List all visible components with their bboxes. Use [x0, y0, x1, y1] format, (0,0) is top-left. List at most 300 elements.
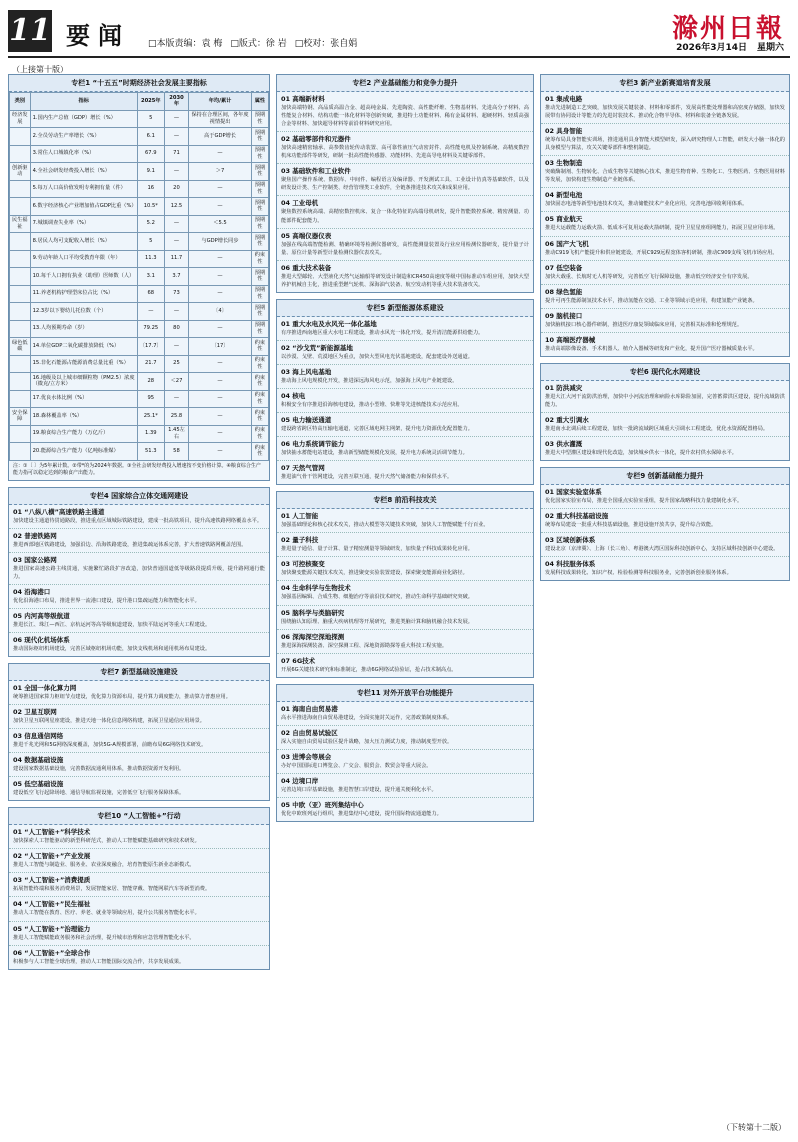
table-cell: 预期性 — [251, 198, 268, 216]
table-row — [10, 163, 269, 181]
table-cell: 51.3 — [137, 443, 164, 461]
box-item — [277, 702, 533, 726]
item-text: 高水平推进海南自由贸易港建设，全面实施封关运作，完善政策制度体系。 — [281, 714, 453, 721]
item-heading: 05 低空基础设施 — [13, 780, 64, 789]
table-row — [10, 233, 269, 251]
table-cell: 预期性 — [251, 163, 268, 181]
table-cell: 〔17〕 — [189, 338, 252, 356]
box-item — [9, 729, 269, 753]
box-item — [277, 164, 533, 196]
item-text: 加快固态电池等新型电池技术攻关，推动储能技术产业化应用，完善电池回收利用体系。 — [545, 201, 748, 208]
table-cell: 68 — [137, 285, 164, 303]
table-header-cell: 属性 — [251, 93, 268, 111]
item-text: 以沙漠、戈壁、荒漠地区为重点，加快大型风电光伏基地建设，配套建设外送通道。 — [281, 353, 473, 360]
item-text: 推进大中型灌区建设和现代化改造，加快城乡供水一体化，提升农村供水保障水平。 — [545, 450, 737, 456]
table-cell: 预期性 — [251, 320, 268, 338]
item-text: 优化国家实验室布局，推进全国重点实验室重组，提升国家战略科技力量建制化水平。 — [545, 498, 743, 505]
table-cell: 5 — [137, 233, 164, 251]
box-frontier-tech — [276, 491, 534, 677]
item-heading: 01 集成电路 — [545, 95, 583, 103]
box-item — [9, 705, 269, 729]
table-cell — [10, 268, 31, 286]
table-cell — [10, 128, 31, 146]
item-heading: 09 脑机接口 — [545, 311, 583, 320]
box-item — [9, 529, 269, 553]
table-cell: — — [189, 180, 252, 198]
item-heading: 01 重大水电及水风光一体化基地 — [281, 319, 377, 328]
table-cell — [10, 443, 31, 461]
item-heading: 01 “八纵八横”高速铁路主通道 — [13, 507, 105, 516]
box-item — [541, 437, 789, 460]
box-infrastructure — [8, 663, 270, 801]
table-cell: 预期性 — [251, 285, 268, 303]
table-cell: 与GDP增长同步 — [189, 233, 252, 251]
table-row — [10, 285, 269, 303]
item-text: 推进大江大河干流防洪治理，加快中小河流治理和病险水库除险加固，完善蓄滞洪区建设，提升流域防洪能力。 — [545, 393, 785, 408]
table-cell: 民生福祉 — [10, 215, 31, 233]
item-heading: 06 重大技术装备 — [281, 263, 332, 272]
table-cell: 〔17.7〕 — [137, 338, 164, 356]
item-heading: 03 信息通信网络 — [13, 732, 64, 741]
box-item — [277, 196, 533, 228]
box-item — [541, 533, 789, 557]
table-cell: 10.5* — [137, 198, 164, 216]
table-cell: 16 — [137, 180, 164, 198]
table-cell — [10, 180, 31, 198]
table-cell: 3.1 — [137, 268, 164, 286]
table-cell: 1.45左右 — [164, 425, 188, 443]
box-item — [541, 212, 789, 236]
box-title: 专栏7 新型基础设施建设 — [9, 664, 269, 681]
item-text: 推进千兆光网和5G网络深度覆盖，加快5G-A规模部署，前瞻布局6G网络技术研发。 — [13, 742, 207, 749]
box-item — [9, 922, 269, 946]
table-cell: 预期性 — [251, 233, 268, 251]
item-heading: 04 科技服务体系 — [545, 560, 596, 569]
item-text: 加快抽水蓄能电站建设，推动新型储能规模化发展，提升电力系统灵活调节能力。 — [281, 450, 468, 457]
table-cell: 2.全员劳动生产率增长（%） — [30, 128, 137, 146]
table-cell: ＜5.5 — [189, 215, 252, 233]
table-cell: — — [189, 390, 252, 408]
table-cell: 15.非化石能源占能源消费总量比重（%） — [30, 355, 137, 373]
proofread-credit: □校对：张自娟 — [294, 39, 358, 49]
box-item — [541, 156, 789, 188]
box-item — [277, 317, 533, 341]
item-text: 推动先进制造工艺突破，加快发展关键装备、材料和零部件，发展高性能处理器和高密度存储器，加快发展带有协同设计等能力的先进封装技术、推动化合物半导体、材料和装备全链条发展。 — [545, 105, 785, 120]
box-item — [541, 413, 789, 437]
item-text: 开展6G关键技术研究和标准制定，推动6G网络试验验证，抢占技术制高点。 — [281, 666, 457, 673]
item-heading: 04 “人工智能+”民生福祉 — [13, 900, 91, 909]
staff-credits — [148, 36, 357, 49]
item-text: 办好中国国际进口博览会、广交会、服贸会、数贸会等重大展会。 — [281, 762, 432, 769]
table-header-cell: 年均/累计 — [189, 93, 252, 111]
item-heading: 03 生物制造 — [545, 159, 583, 168]
box-title: 专栏9 创新基础能力提升 — [541, 468, 789, 485]
table-row — [10, 443, 269, 461]
item-heading: 02 具身智能 — [545, 127, 583, 136]
item-heading: 08 绿色氢能 — [545, 287, 583, 296]
table-cell: 7.城镇调查失业率（%） — [30, 215, 137, 233]
item-heading: 05 脑科学与类脑研究 — [281, 608, 345, 617]
table-cell: — — [137, 303, 164, 321]
table-cell — [10, 145, 31, 163]
table-header-cell: 指标 — [30, 93, 137, 111]
box-item — [277, 365, 533, 389]
table-row — [10, 338, 269, 356]
box-energy — [276, 299, 534, 485]
box-item — [277, 798, 533, 821]
item-heading: 04 工业母机 — [281, 199, 319, 208]
item-heading: 02 卫星互联网 — [13, 708, 57, 716]
indicator-table — [9, 92, 269, 461]
table-cell: 9.劳动年龄人口平均受教育年限（年） — [30, 250, 137, 268]
table-row — [10, 408, 269, 426]
item-text: 加强在线高端智能检测、精确环境等检测仪器研发，高性能测量装置及行业应用检测仪器研发，提升量子计量、原位计量等新型计量检测仪器仪表攻关。 — [281, 241, 529, 256]
item-text: 优化沿海港口布局，推进世界一流港口建设，提升港口集疏运能力和智能化水平。 — [13, 597, 200, 604]
box-item — [541, 237, 789, 261]
table-cell: — — [189, 443, 252, 461]
newspaper-logo: 滁州日報 — [671, 14, 784, 44]
table-cell — [10, 355, 31, 373]
item-heading: 03 国家公路网 — [13, 555, 57, 564]
item-text: 围绕脑认知原理、脑重大疾病机理等开展研究，推进类脑计算和脑机融合技术发展。 — [281, 618, 473, 625]
table-cell: — — [189, 250, 252, 268]
item-heading: 05 中欧（亚）班列集结中心 — [281, 800, 364, 809]
editor-credit: □本版责编：袁 梅 — [148, 39, 223, 49]
item-heading: 04 边境口岸 — [281, 776, 319, 785]
indicator-table-box — [8, 74, 270, 481]
table-cell — [10, 285, 31, 303]
box-item — [9, 505, 269, 529]
item-text: 聚焦国产操作系统、数据库、中间件、编程语言及编译器、开发测试工具、工业设计仿真等基础软件，以及研发设计类、生产控制类、经营管理类工业软件，全链条推进技术攻关和成果应用。 — [281, 177, 529, 192]
table-cell: — — [164, 303, 188, 321]
table-header-cell: 类别 — [10, 93, 31, 111]
box-item — [277, 509, 533, 533]
table-cell: 约束性 — [251, 250, 268, 268]
item-text: 建设北京（京津冀）、上海（长三角）、粤港澳大湾区国际科技创新中心，支持区域科技创新中心建设。 — [545, 546, 779, 553]
box-item — [541, 557, 789, 580]
item-heading: 01 “人工智能+”科学技术 — [13, 828, 91, 837]
box-transport — [8, 487, 270, 657]
continued-from-note: （上接第十版） — [12, 65, 68, 74]
table-cell: 67.9 — [137, 145, 164, 163]
item-text: 推进国家高速公路主线贯通，实施繁忙路段扩容改造，加快普通国道低等级路段提质升级，提升路网通行能力。 — [13, 565, 265, 580]
table-cell: — — [164, 338, 188, 356]
item-heading: 07 低空装备 — [545, 263, 583, 272]
table-cell: 16.地级及以上城市细颗粒物（PM2.5）浓度（微克/立方米） — [30, 373, 137, 391]
item-text: 推动人工智能在教育、医疗、养老、就业等领域应用，提升公共服务智能化水平。 — [13, 910, 200, 917]
item-heading: 02 重大引调水 — [545, 415, 589, 424]
table-cell: 80 — [164, 320, 188, 338]
item-heading: 06 现代化机场体系 — [13, 635, 70, 644]
table-cell: 12.5 — [164, 198, 188, 216]
table-cell: 3.常住人口城镇化率（%） — [30, 145, 137, 163]
table-cell: ＜27 — [164, 373, 188, 391]
item-text: 加快探索人工智能驱动的新型科研范式，推动人工智能赋能基础研究和技术研发。 — [13, 838, 200, 845]
box-item — [541, 261, 789, 285]
box-title: 专栏6 现代化水网建设 — [541, 364, 789, 381]
table-cell: — — [189, 425, 252, 443]
table-cell: 预期性 — [251, 215, 268, 233]
item-text: 推动高端影像设备、手术机器人、植介入器械等研发和产业化，提升国产医疗器械质量水平。 — [545, 345, 758, 352]
table-cell: — — [189, 285, 252, 303]
item-text: 加快建设主通道待贯通路段，推进重点区域城际铁路建设，建成一批高铁项目，提升高速铁路网络覆盖水平。 — [13, 517, 263, 524]
box-item — [541, 509, 789, 533]
table-row — [10, 145, 269, 163]
table-row — [10, 250, 269, 268]
box-title: 专栏10 “人工智能+”行动 — [9, 808, 269, 825]
table-cell: — — [189, 198, 252, 216]
table-cell: 创新驱动 — [10, 163, 31, 181]
table-cell: 58 — [164, 443, 188, 461]
box-item — [9, 946, 269, 969]
table-cell: — — [164, 163, 188, 181]
item-text: 优化中欧班列运行组织，推进集结中心建设，提升国际物流通道能力。 — [281, 810, 442, 817]
table-cell: — — [189, 320, 252, 338]
item-heading: 02 自由贸易试验区 — [281, 728, 338, 737]
table-cell: — — [189, 373, 252, 391]
item-heading: 03 基础软件和工业软件 — [281, 167, 351, 176]
issue-date: 2026年3月14日 — [676, 43, 747, 53]
item-text: 拓展智能终端和服务消费场景，发展智能家居、智能穿戴、智能网联汽车等新型消费。 — [13, 886, 211, 893]
item-text: 聚焦数控系统高端、高精密数控机床、复合一体化特征的高端母机研发，提升智能数控系统、精密测量、功能部件配套能力。 — [281, 209, 529, 224]
table-row — [10, 303, 269, 321]
table-cell: 28 — [137, 373, 164, 391]
table-cell: 5.每万人口高价值发明专利拥有量（件） — [30, 180, 137, 198]
table-cell: 25 — [164, 355, 188, 373]
table-cell: — — [164, 390, 188, 408]
table-cell: 约束性 — [251, 373, 268, 391]
table-cell: 95 — [137, 390, 164, 408]
table-cell: 预期性 — [251, 268, 268, 286]
table-cell: 1.39 — [137, 425, 164, 443]
item-text: 推进长江、珠江—西江、京杭运河等高等级航道建设，加快平陆运河等重大工程建设。 — [13, 621, 211, 628]
table-title: 专栏1 “十五五”时期经济社会发展主要指标 — [9, 75, 269, 92]
box-item — [541, 485, 789, 509]
box-item — [277, 654, 533, 677]
box-innovation-base — [540, 467, 790, 581]
item-text: 加强基因编辑、合成生物、细胞治疗等前沿技术研究，推动生命科学基础研究突破。 — [281, 594, 473, 601]
table-cell: ＞7 — [189, 163, 252, 181]
box-item — [541, 124, 789, 156]
table-cell — [10, 320, 31, 338]
item-heading: 03 可控核聚变 — [281, 560, 325, 569]
item-text: 统筹布局具身智能实训场，推进通用具身智能大模型研发，深入研究物理人工智能，研发大小脑一体化的具身模型与算法，攻关关键零部件和整机制造。 — [545, 137, 785, 152]
item-heading: 05 电力输送通道 — [281, 416, 332, 425]
item-text: 建设国家数据基础设施，完善数据流通利用体系，推动数据资源开发利用。 — [13, 766, 185, 773]
item-text: 加快大载重、长航时无人机等研发，完善低空飞行保障设施，推动低空经济安全有序发展。 — [545, 273, 753, 280]
box-item — [9, 777, 269, 800]
box-item — [277, 92, 533, 132]
box-item — [277, 774, 533, 798]
box-item — [541, 333, 789, 356]
box-item — [9, 873, 269, 897]
table-cell: 3.7 — [164, 268, 188, 286]
table-cell: 约束性 — [251, 338, 268, 356]
item-heading: 05 内河高等级航道 — [13, 611, 70, 620]
item-heading: 01 全国一体化算力网 — [13, 683, 77, 692]
item-heading: 02 基础零部件和元器件 — [281, 135, 351, 144]
item-heading: 04 生命科学与生物技术 — [281, 584, 351, 593]
table-cell: 18.森林覆盖率（%） — [30, 408, 137, 426]
item-text: 推进人工智能赋能政务服务和社会治理，提升城市治理和应急管理智能化水平。 — [13, 934, 195, 941]
box-item — [541, 285, 789, 309]
box-industrial-base — [276, 74, 534, 293]
item-heading: 03 供水灌溉 — [545, 440, 583, 448]
layout-credit: □版式：徐 岩 — [230, 39, 287, 49]
table-cell: — — [164, 110, 188, 128]
box-title: 专栏5 新型能源体系建设 — [277, 300, 533, 317]
item-text: 建设跨省跨区特高压输电通道，完善区域电网主网架，提升电力资源优化配置能力。 — [281, 426, 473, 433]
table-cell: 19.粮食综合生产能力（万亿斤） — [30, 425, 137, 443]
item-heading: 01 防洪减灾 — [545, 383, 583, 392]
table-cell: 约束性 — [251, 425, 268, 443]
table-cell: 4.全社会研发经费投入增长（%） — [30, 163, 137, 181]
box-item — [9, 585, 269, 609]
box-item — [277, 437, 533, 461]
box-item — [277, 413, 533, 437]
item-heading: 01 国家实验室体系 — [545, 488, 602, 497]
table-row — [10, 373, 269, 391]
item-heading: 05 商业航天 — [545, 215, 583, 224]
item-heading: 02 量子科技 — [281, 536, 319, 545]
table-row — [10, 110, 269, 128]
table-cell: 12.3岁以下婴幼儿托位数（个） — [30, 303, 137, 321]
item-text: 推动C919飞机产能提升和供应链建设，开展C929远程宽体客机研制，推动C909支线飞机市场应用。 — [545, 249, 778, 256]
box-item — [9, 553, 269, 585]
continued-to-note: （下转第十二版） — [722, 1123, 786, 1132]
item-text: 推进人工智能与制造业、服务业、农业深度融合，培育智能原生新业态新模式。 — [13, 862, 195, 869]
item-heading: 04 核电 — [281, 392, 306, 400]
table-cell: 经济发展 — [10, 110, 31, 128]
box-item — [277, 533, 533, 557]
item-heading: 03 海上风电基地 — [281, 367, 332, 376]
table-cell: 预期性 — [251, 128, 268, 146]
item-heading: 06 “人工智能+”全球合作 — [13, 948, 91, 957]
box-item — [277, 229, 533, 261]
box-item — [277, 630, 533, 654]
item-heading: 01 高端新材料 — [281, 95, 325, 103]
box-item — [9, 681, 269, 705]
table-header-cell: 2025年 — [137, 93, 164, 111]
item-text: 加快聚变能源关键技术攻关，推进聚变实验装置建设，探索聚变能源商业化路径。 — [281, 570, 468, 577]
table-cell: 25.8 — [164, 408, 188, 426]
item-heading: 04 数据基础设施 — [13, 756, 64, 765]
box-title: 专栏3 新产业新赛道培育发展 — [541, 75, 789, 92]
table-cell: 17.优良水体比例（%） — [30, 390, 137, 408]
table-cell: — — [164, 233, 188, 251]
table-row — [10, 320, 269, 338]
table-cell: 〔4〕 — [189, 303, 252, 321]
issue-weekday: 星期六 — [756, 43, 784, 53]
item-text: 推进西部地区铁路建设，加强沿边、沿海铁路建设，推进集疏运体系完善，扩大普速铁路网覆盖范围。 — [13, 541, 247, 548]
item-heading: 03 进博会等展会 — [281, 752, 332, 761]
box-item — [277, 606, 533, 630]
table-cell — [10, 198, 31, 216]
item-text: 推进油气骨干管网建设，完善互联互通，提升天然气储备能力和保供水平。 — [281, 474, 453, 481]
table-row — [10, 390, 269, 408]
box-item — [9, 753, 269, 777]
item-heading: 02 “沙戈荒”新能源基地 — [281, 343, 353, 352]
item-heading: 07 6G技术 — [281, 656, 316, 665]
table-cell: 8.居民人均可支配收入增长（%） — [30, 233, 137, 251]
column-right — [540, 74, 790, 587]
item-heading: 02 重大科技基础设施 — [545, 512, 609, 521]
box-title: 专栏2 产业基础能力和竞争力提升 — [277, 75, 533, 92]
table-footnote: 注：①〔 〕为5年累计数。②带*的为2024年数据。③全社会研发经费投入增速按不变价格计算。④粮食综合生产能力指可以稳定达到的粮食产出能力。 — [13, 462, 261, 476]
box-item — [277, 389, 533, 413]
item-heading: 02 普速铁路网 — [13, 531, 57, 540]
box-item — [9, 609, 269, 633]
page-number: 11 — [8, 10, 52, 52]
item-heading: 06 深海深空深地探测 — [281, 632, 345, 641]
masthead — [8, 6, 790, 58]
table-cell: 预期性 — [251, 145, 268, 163]
item-heading: 01 人工智能 — [281, 512, 319, 521]
item-heading: 04 沿海港口 — [13, 587, 51, 596]
item-text: 完善边境口岸基础设施，推进智慧口岸建设，提升通关便利化水平。 — [281, 786, 437, 793]
item-heading: 04 新型电池 — [545, 191, 583, 200]
table-cell: — — [189, 145, 252, 163]
box-opening-up — [276, 684, 534, 822]
table-cell: — — [189, 268, 252, 286]
column-middle — [276, 74, 534, 828]
box-item — [541, 309, 789, 333]
table-cell: 6.1 — [137, 128, 164, 146]
table-cell — [10, 233, 31, 251]
item-text: 推动海上风电规模化开发，推进深远海风电示范，加强海上风电产业链建设。 — [281, 377, 458, 384]
item-heading: 10 高端医疗器械 — [545, 335, 596, 344]
item-text: 积极参与人工智能全球治理，推动人工智能国际交流合作，共享发展成果。 — [13, 958, 185, 965]
table-cell: 10.每千人口拥有执业（助理）医师数（人） — [30, 268, 137, 286]
table-cell: 5 — [137, 110, 164, 128]
table-header-cell: 2030年 — [164, 93, 188, 111]
item-heading: 05 “人工智能+”治理能力 — [13, 924, 91, 933]
box-item — [277, 557, 533, 581]
box-item — [541, 92, 789, 124]
item-text: 推进南水北调后续工程建设，加快一批跨流域跨区域重大引调水工程建设，优化水资源配置格局。 — [545, 425, 769, 432]
section-title: 要闻 — [66, 21, 130, 50]
box-item — [277, 132, 533, 164]
box-title: 专栏11 对外开放平台功能提升 — [277, 685, 533, 702]
item-text: 推进量子通信、量子计算、量子精密测量等领域研发，加快量子科技成果转化应用。 — [281, 546, 473, 553]
table-cell: 14.单位GDP二氧化碳排放降低（%） — [30, 338, 137, 356]
table-cell: — — [164, 128, 188, 146]
table-cell: 安全保障 — [10, 408, 31, 426]
table-row — [10, 198, 269, 216]
box-water-network — [540, 363, 790, 461]
table-cell: 11.养老机构护理型床位占比（%） — [30, 285, 137, 303]
table-cell: 约束性 — [251, 408, 268, 426]
table-cell — [10, 373, 31, 391]
table-cell — [10, 390, 31, 408]
item-text: 积极安全有序推进沿海核电建设，推动小型堆、快堆等先进核能技术示范应用。 — [281, 402, 463, 408]
table-cell: 21.7 — [137, 355, 164, 373]
table-cell — [10, 425, 31, 443]
table-cell — [10, 250, 31, 268]
box-item — [541, 188, 789, 212]
table-row — [10, 355, 269, 373]
table-row — [10, 425, 269, 443]
table-cell: 13.人均预期寿命（岁） — [30, 320, 137, 338]
item-text: 统筹推进国家算力枢纽节点建设，优化算力资源布局，提升算力调度能力，推动算力普惠应用。 — [13, 693, 231, 700]
table-row — [10, 215, 269, 233]
box-title: 专栏8 前沿科技攻关 — [277, 492, 533, 509]
table-cell: 1.国内生产总值（GDP）增长（%） — [30, 110, 137, 128]
item-text: 加快脑机接口核心器件研制，推进医疗康复领域临床应用，完善相关标准和伦理规范。 — [545, 321, 743, 328]
item-text: 建设低空飞行起降场地、通信导航监视设施，完善低空飞行服务保障体系。 — [13, 790, 185, 797]
box-item — [277, 261, 533, 292]
table-cell: 79.25 — [137, 320, 164, 338]
